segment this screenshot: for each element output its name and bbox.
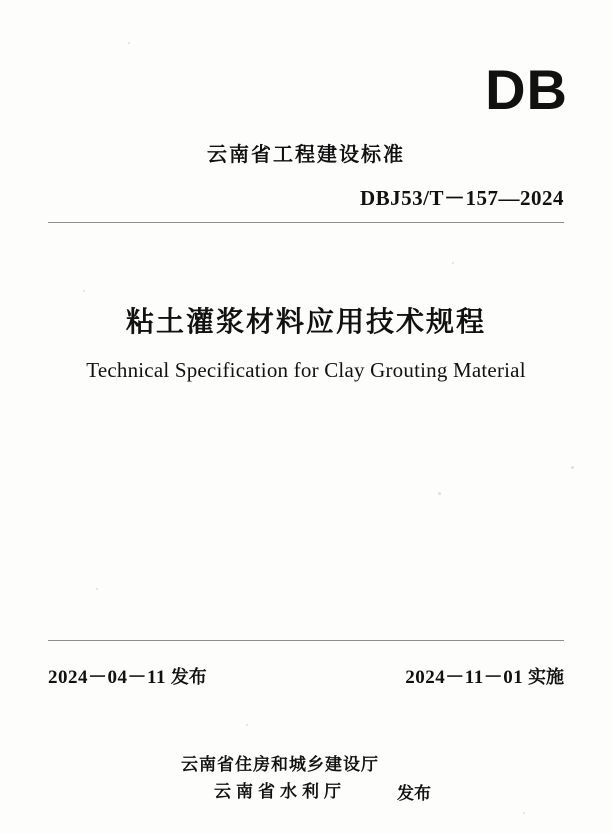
db-standard-mark: DB — [485, 58, 568, 121]
issuer-block — [0, 752, 612, 806]
paper-speckle — [96, 588, 98, 590]
paper-speckle — [83, 290, 85, 292]
standard-series-title: 云南省工程建设标准 — [207, 142, 405, 166]
paper-speckle — [438, 492, 441, 495]
issuer-line-water: 云南省水利厅 — [214, 782, 346, 803]
issuer-names — [181, 752, 379, 806]
paper-speckle — [246, 724, 248, 726]
standard-code: DBJ53/T－157—2024 — [359, 186, 564, 210]
effective-date-label: 实施 — [528, 667, 564, 688]
date-row — [48, 662, 564, 689]
issue-date-value: 2024－04－11 — [48, 667, 166, 688]
document-title-english: Technical Specification for Clay Grouting Material — [86, 358, 526, 382]
divider-top — [48, 222, 564, 223]
divider-bottom — [48, 640, 564, 641]
publish-word: 发布 — [397, 784, 431, 805]
document-title-chinese: 粘土灌浆材料应用技术规程 — [125, 305, 486, 338]
effective-date — [405, 662, 564, 689]
effective-date-value: 2024－11－01 — [405, 667, 524, 688]
issuer-line-housing: 云南省住房和城乡建设厅 — [181, 755, 379, 775]
paper-speckle — [571, 466, 574, 469]
issue-date-label: 发布 — [170, 667, 207, 688]
issue-date — [48, 662, 207, 689]
paper-speckle — [128, 42, 130, 44]
paper-speckle — [452, 262, 454, 264]
paper-speckle — [523, 812, 525, 814]
